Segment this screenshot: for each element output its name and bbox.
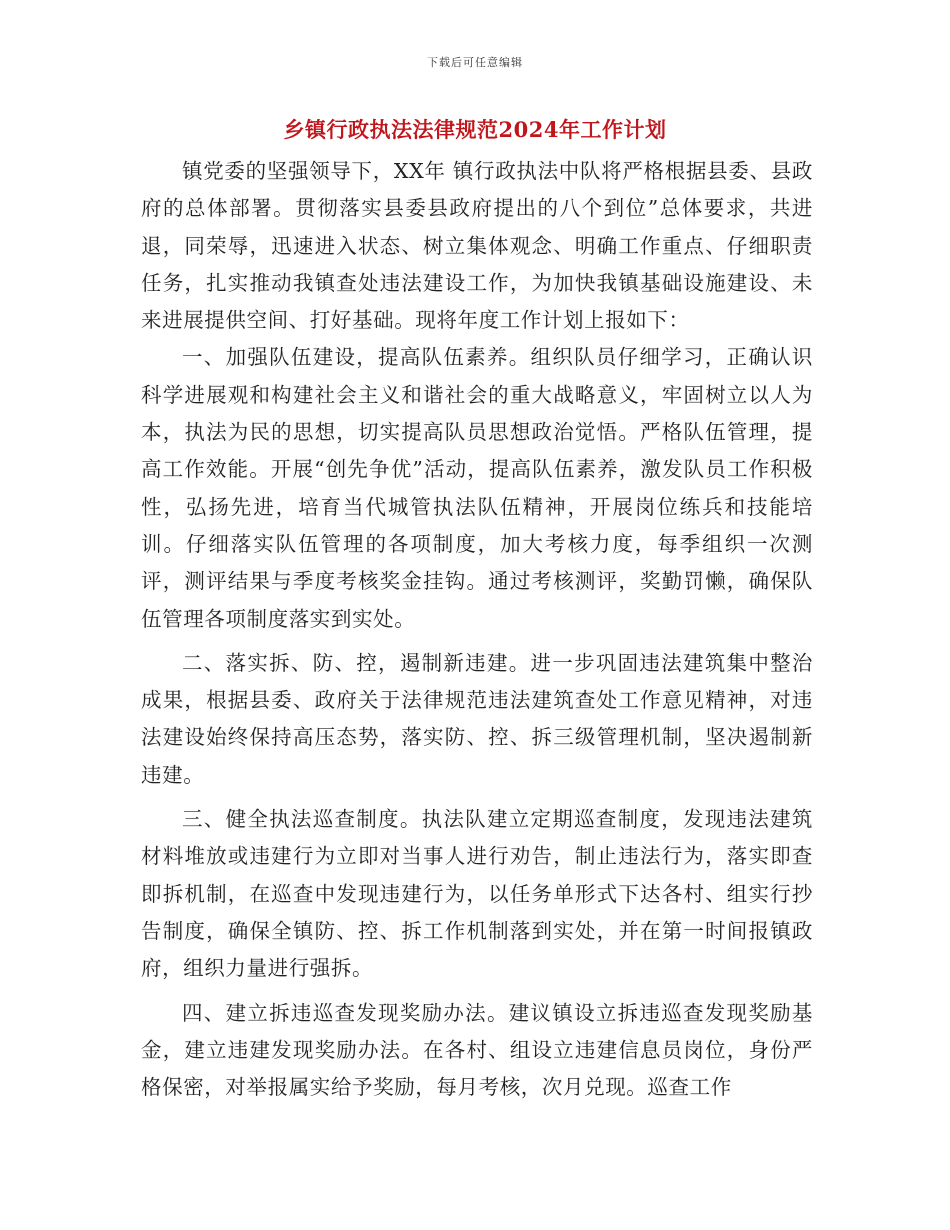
document-body <box>141 153 813 1106</box>
paragraph-section-2: 二、落实拆、防、控，遏制新违建。进一步巩固违法建筑集中整治成果，根据县委、政府关于法律规范违法建筑查处工作意见精神，对违法建设始终保持高压态势，落实防、控、拆三级管理机制，坚决遏制新违建。 <box>141 650 813 787</box>
paragraph-intro: 镇党委的坚强领导下，XX年 镇行政执法中队将严格根据县委、县政府的总体部署。贯彻落实县委县政府提出的八个到位”总体要求，共进退，同荣辱，迅速进入状态、树立集体观念、明确工作重点、仔细职责任务，扎实推动我镇查处违法建设工作，为加快我镇基础设施建设、未来进展提供空间、打好基础。现将年度工作计划上报如下： <box>141 159 813 333</box>
paragraph-section-4: 四、建立拆违巡查发现奖励办法。建议镇设立拆违巡查发现奖励基金，建立违建发现奖励办法。在各村、组设立违建信息员岗位，身份严格保密，对举报属实给予奖励，每月考核，次月兑现。巡查工作 <box>141 1000 813 1100</box>
document-title: 乡镇行政执法法律规范2024年工作计划 <box>283 117 667 142</box>
header-note: 下载后可任意编辑 <box>427 56 523 69</box>
paragraph-section-3: 三、健全执法巡查制度。执法队建立定期巡查制度，发现违法建筑材料堆放或违建行为立即对当事人进行劝告，制止违法行为，落实即查即拆机制，在巡查中发现违建行为，以任务单形式下达各村、组实行抄告制度，确保全镇防、控、拆工作机制落到实处，并在第一时间报镇政府，组织力量进行强拆。 <box>141 807 813 981</box>
paragraph-gap <box>141 638 813 645</box>
paragraph-gap <box>141 794 813 801</box>
paragraph-section-1: 一、加强队伍建设，提高队伍素养。组织队员仔细学习，正确认识科学进展观和构建社会主义和谐社会的重大战略意义，牢固树立以人为本，执法为民的思想，切实提高队员思想政治觉悟。严格队伍管理，提高工作效能。开展“创先争优”活动，提高队伍素养，激发队员工作积极性，弘扬先进，培育当代城管执法队伍精神，开展岗位练兵和技能培训。仔细落实队伍管理的各项制度，加大考核力度，每季组织一次测评，测评结果与季度考核奖金挂钩。通过考核测评，奖勤罚懒，确保队伍管理各项制度落实到实处。 <box>141 345 813 631</box>
paragraph-gap <box>141 988 813 995</box>
